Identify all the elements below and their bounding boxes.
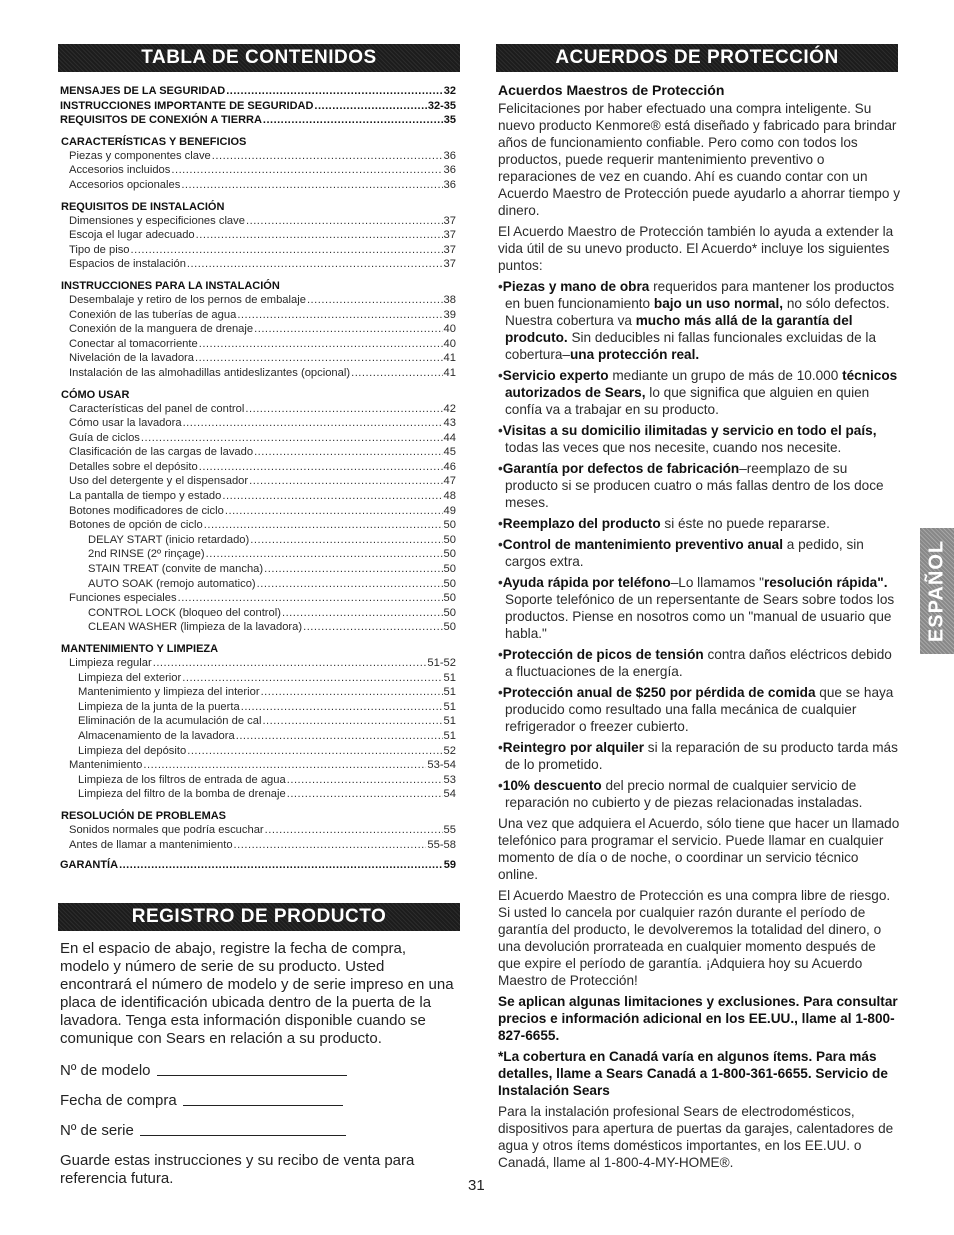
toc-leader-dots [265, 823, 443, 838]
toc-entry-page: 53-54 [427, 759, 456, 772]
toc-entry-label: DELAY START (inicio retardado) [88, 533, 250, 546]
toc-entry [60, 460, 456, 475]
toc-entry [60, 533, 456, 548]
toc-leader-dots [236, 729, 443, 744]
toc-entry-page: 47 [443, 475, 456, 488]
bullet-garantia: •Garantía por defectos de fabricación–reemplazo de su producto si se producen cuatro o más fallas dentro de los doce meses. [498, 461, 884, 510]
bullet-descuento: •10% descuento del precio normal de cualquier servicio de reparación no cubierto y de piezas relacionadas instaladas. [498, 778, 863, 810]
toc-entry [60, 823, 456, 838]
product-registration [60, 940, 456, 1188]
toc-entry-label: Escoja el lugar adecuado [69, 229, 195, 242]
toc-entry-label: Características del panel de control [69, 402, 245, 415]
toc-entry-page: 54 [443, 788, 456, 801]
toc-entry-page: 55 [443, 823, 456, 836]
toc-entry [60, 787, 456, 802]
toc-entry-page: 50 [443, 519, 456, 532]
toc-entry [60, 416, 456, 431]
toc-leader-dots [245, 402, 442, 417]
toc-leader-dots [199, 337, 443, 352]
toc-entry [60, 402, 456, 417]
toc-entry-page: 52 [443, 744, 456, 757]
toc-leader-dots [257, 577, 443, 592]
toc-entry-page: 51 [443, 671, 456, 684]
toc-entry-page: 51 [443, 715, 456, 728]
toc-leader-dots [282, 606, 443, 621]
toc-entry-page: 50 [443, 533, 456, 546]
acuerdos-p1: Felicitaciones por haber efectuado una compra inteligente. Su nuevo producto Kenmore® está diseñado y fabricado para brindar años de funcionamiento confiable. Pero como con todos los productos, puede requerir mantenimiento preventivo o reparaciones de vez en cuando. Ahí es cuando contar con un Acuerdo Maestro de Protección puede ayudarlo a ahorrar tiempo y dinero. [498, 101, 900, 218]
bullet-servicio: •Servicio experto mediante un grupo de más de 10.000 técnicos autorizados de Sears, lo que significa que alguien en quien confía va a trabajar en su producto. [498, 368, 898, 417]
toc-entry-page: 53 [443, 773, 456, 786]
bullet-ayuda: •Ayuda rápida por teléfono–Lo llamamos "resolución rápida". Soporte telefónico de un repersentante de Sears sobre todos los productos. Piense en nosotros como un "manual de usuario que habla." [498, 575, 895, 641]
toc-entry [60, 729, 456, 744]
toc-leader-dots [171, 163, 442, 178]
toc-section-title: REQUISITOS DE INSTALACIÓN [61, 200, 225, 213]
purchase-date-line [183, 1105, 343, 1106]
toc-entry-label: Desembalaje y retiro de los pernos de embalaje [69, 293, 306, 306]
toc-entry [60, 351, 456, 366]
toc-entry-label: Botones modificadores de ciclo [69, 504, 224, 517]
bullet-proteccion-comida: •Protección anual de $250 por pérdida de comida que se haya producido como resultado una falla mecánica de cualquier refrigerador o freezer cubierto. [498, 685, 894, 734]
toc-entry-label: GARANTÍA [60, 859, 119, 872]
toc-entry-page: 49 [443, 504, 456, 517]
toc-entry-page: 36 [443, 164, 456, 177]
toc-entry-label: Limpieza del exterior [78, 671, 182, 684]
toc-entry [60, 671, 456, 686]
toc-top-entry [60, 113, 456, 128]
toc-entry [60, 149, 456, 164]
toc-entry-page: 50 [443, 621, 456, 634]
toc-leader-dots [196, 228, 443, 243]
toc-entry [60, 700, 456, 715]
toc-leader-dots [131, 243, 443, 258]
toc-entry-page: 42 [443, 402, 456, 415]
toc-entry [60, 606, 456, 621]
toc-entry-page: 37 [443, 258, 456, 271]
toc-leader-dots [250, 533, 442, 548]
side-tab-label: ESPAÑOL [925, 539, 948, 643]
toc-entry-page: 51 [443, 700, 456, 713]
toc-leader-dots [183, 416, 443, 431]
toc-entry [60, 591, 456, 606]
toc-leader-dots [254, 322, 442, 337]
toc-entry [60, 431, 456, 446]
toc-leader-dots [119, 858, 443, 873]
toc-entry [60, 773, 456, 788]
toc-entry [60, 685, 456, 700]
toc-entry-label: Accesorios incluidos [69, 164, 171, 177]
toc-entry-label: Mantenimiento [69, 759, 143, 772]
acuerdos-content [498, 82, 902, 1175]
toc-leader-dots [143, 758, 426, 773]
toc-entry-page: 35 [443, 114, 456, 127]
toc-entry-label: Eliminación de la acumulación de cal [78, 715, 262, 728]
toc-section-title: CARACTERÍSTICAS Y BENEFICIOS [61, 135, 247, 148]
toc-leader-dots [234, 838, 427, 853]
toc-entry-page: 41 [443, 352, 456, 365]
toc-leader-dots [307, 293, 443, 308]
toc-entry-label: Tipo de piso [69, 243, 130, 256]
toc-leader-dots [262, 714, 442, 729]
purchase-date-field [60, 1092, 456, 1110]
toc-entry-page: 41 [443, 366, 456, 379]
toc-entry-page: 51 [443, 729, 456, 742]
toc-leader-dots [195, 351, 443, 366]
toc-entry-page: 44 [443, 431, 456, 444]
toc-entry-label: Clasificación de las cargas de lavado [69, 446, 254, 459]
toc-entry [60, 293, 456, 308]
bullet-reemplazo: •Reemplazo del producto si éste no puede repararse. [498, 516, 830, 531]
toc-leader-dots [261, 685, 443, 700]
toc-entry-label: Funciones especiales [69, 592, 177, 605]
toc-entry [60, 744, 456, 759]
toc-leader-dots [212, 149, 443, 164]
bullet-proteccion-tension: •Protección de picos de tensión contra daños eléctricos debido a fluctuaciones de la energía. [498, 647, 892, 679]
toc-leader-dots [237, 308, 442, 323]
toc-leader-dots [141, 431, 443, 446]
acuerdos-p7: Para la instalación profesional Sears de electrodomésticos, dispositivos para apertura de puertas da garajes, calentadores de agua y otros ítems domésticos importantes, en los EE.UU. o Canadá, llame al 1-800-4-MY-HOME®. [498, 1104, 894, 1170]
toc-entry-label: Almacenamiento de la lavadora [78, 729, 235, 742]
toc-entry [60, 308, 456, 323]
toc-entry-label: Espacios de instalación [69, 258, 186, 271]
toc-leader-dots [254, 445, 442, 460]
toc-section-title: INSTRUCCIONES PARA LA INSTALACIÓN [61, 279, 280, 292]
toc-entry-label: Limpieza del filtro de la bomba de drenaje [78, 788, 286, 801]
toc-entry-page: 37 [443, 214, 456, 227]
serial-number-field [60, 1122, 456, 1140]
toc-leader-dots [182, 671, 442, 686]
bullet-reintegro: •Reintegro por alquiler si la reparación de su producto tarda más de lo prometido. [498, 740, 898, 772]
toc-entry-page: 32 [443, 85, 456, 97]
toc-entry-page: 36 [443, 149, 456, 162]
toc-entry-label: Sonidos normales que podría escuchar [69, 823, 264, 836]
toc-leader-dots [226, 84, 443, 99]
page-number: 31 [468, 1177, 485, 1194]
toc-entry-label: Limpieza regular [69, 657, 152, 669]
model-number-line [157, 1075, 347, 1076]
toc-leader-dots [204, 518, 443, 533]
toc-entry-page: 43 [443, 417, 456, 430]
toc-entry-label: Detalles sobre el depósito [69, 460, 198, 473]
toc-entry-page: 46 [443, 460, 456, 473]
toc-entry-label: Cómo usar la lavadora [69, 417, 182, 430]
toc-leader-dots [241, 700, 443, 715]
serial-number-label: Nº de serie [60, 1122, 134, 1139]
toc-entry-label: Conexión de la manguera de drenaje [69, 323, 254, 336]
serial-number-line [140, 1135, 346, 1136]
toc-top-entry [60, 99, 456, 114]
toc-leader-dots [264, 562, 442, 577]
toc-entry [60, 178, 456, 193]
toc-entry-page: 55-58 [427, 838, 456, 851]
toc-entry-label: Dimensiones y especificiones clave [69, 214, 245, 227]
toc-leader-dots [181, 178, 442, 193]
registro-intro: En el espacio de abajo, registre la fecha de compra, modelo y número de serie de su producto. Usted encontrará el número de modelo y de serie impreso en una placa de identificación ubicada dentro de la puerta de la lavadora. Tenga esta información disponible cuando se comunique con Sears en relación a su producto. [60, 940, 454, 1047]
toc-entry-label: Limpieza de la junta de la puerta [78, 700, 240, 713]
toc-entry [60, 366, 456, 381]
toc-entry-label: Conectar al tomacorriente [69, 337, 198, 350]
toc-top-entry [60, 84, 456, 99]
acuerdos-banner: ACUERDOS DE PROTECCIÓN [496, 44, 898, 72]
toc-garantia-entry [60, 858, 456, 873]
toc-entry [60, 214, 456, 229]
table-of-contents [60, 84, 456, 873]
model-number-field [60, 1062, 456, 1080]
toc-entry [60, 257, 456, 272]
toc-entry [60, 838, 456, 853]
toc-entry-label: Antes de llamar a mantenimiento [69, 838, 233, 851]
toc-banner: TABLA DE CONTENIDOS [58, 44, 460, 72]
toc-entry-label: Piezas y componentes clave [69, 149, 211, 162]
toc-leader-dots [351, 366, 442, 381]
toc-section-title: CÓMO USAR [61, 388, 130, 401]
toc-entry [60, 489, 456, 504]
toc-entry-label: Conexión de las tuberías de agua [69, 308, 237, 321]
toc-entry-label: STAIN TREAT (convite de mancha) [88, 563, 264, 576]
toc-entry-page: 37 [443, 243, 456, 256]
toc-leader-dots [314, 99, 426, 114]
toc-leader-dots [178, 591, 443, 606]
toc-entry [60, 758, 456, 773]
toc-entry [60, 656, 456, 671]
toc-entry-label: Botones de opción de ciclo [69, 519, 203, 532]
toc-entry [60, 243, 456, 258]
toc-entry-label: Limpieza de los filtros de entrada de agua [78, 773, 286, 786]
toc-entry-label: AUTO SOAK (remojo automatico) [88, 577, 256, 590]
toc-entry-label: CLEAN WASHER (limpieza de la lavadora) [88, 621, 303, 634]
toc-entry-page: 37 [443, 229, 456, 242]
toc-entry-page: 50 [443, 592, 456, 605]
toc-leader-dots [263, 113, 443, 128]
toc-entry [60, 474, 456, 489]
toc-entry [60, 562, 456, 577]
acuerdos-heading: Acuerdos Maestros de Protección [498, 82, 725, 98]
toc-section-title: RESOLUCIÓN DE PROBLEMAS [61, 809, 227, 822]
toc-entry-label: Accesorios opcionales [69, 178, 181, 191]
toc-entry-label: 2nd RINSE (2º rinçage) [88, 548, 205, 561]
toc-entry-label: CONTROL LOCK (bloqueo del control) [88, 606, 281, 619]
language-side-tab [920, 528, 954, 654]
toc-entry-label: La pantalla de tiempo y estado [69, 490, 222, 503]
toc-entry [60, 445, 456, 460]
toc-entry-label: Nivelación de la lavadora [69, 352, 195, 365]
acuerdos-p4: El Acuerdo Maestro de Protección es una compra libre de riesgo. Si usted lo cancela por cualquier razón durante el período de garantía del producto, le devolveremos la totalidad del dinero, o una devolución prorrateada en cualquier momento después de que expire el período de garantía. ¡Adquiera hoy su Acuerdo Maestro de Protección! [498, 888, 891, 988]
bullet-visitas: •Visitas a su domicilio ilimitadas y servicio en todo el país, todas las veces que nos necesite, cuando nos necesite. [498, 423, 877, 455]
toc-entry-page: 39 [443, 308, 456, 321]
registro-banner: REGISTRO DE PRODUCTO [58, 903, 460, 931]
toc-leader-dots [287, 773, 443, 788]
acuerdos-p5: Se aplican algunas limitaciones y exclusiones. Para consultar precios e información adicional en los EE.UU., llame al 1-800-827-6655. [498, 994, 898, 1043]
toc-entry-label: Limpieza del depósito [78, 744, 187, 757]
toc-leader-dots [249, 474, 442, 489]
acuerdos-p6: *La cobertura en Canadá varía en algunos ítems. Para más detalles, llame a Sears Canadá a 1-800-361-6655. Servicio de Instalación Sears [498, 1049, 888, 1098]
toc-leader-dots [206, 547, 443, 562]
purchase-date-label: Fecha de compra [60, 1092, 177, 1109]
toc-leader-dots [287, 787, 443, 802]
toc-entry-label: Guía de ciclos [69, 431, 140, 444]
acuerdos-p2: El Acuerdo Maestro de Protección también lo ayuda a extender la vida útil de su unevo producto. El Acuerdo* incluye los siguientes puntos: [498, 224, 894, 273]
toc-entry-page: 59 [443, 859, 456, 872]
toc-leader-dots [187, 744, 442, 759]
bullet-control: •Control de mantenimiento preventivo anual a pedido, sin cargos extra. [498, 537, 864, 569]
toc-entry [60, 163, 456, 178]
toc-entry-page: 50 [443, 563, 456, 576]
model-number-label: Nº de modelo [60, 1062, 151, 1079]
toc-entry [60, 228, 456, 243]
toc-entry [60, 504, 456, 519]
toc-entry [60, 518, 456, 533]
toc-entry [60, 322, 456, 337]
toc-leader-dots [225, 504, 443, 519]
toc-entry-page: 32-35 [427, 99, 456, 112]
toc-entry-label: MENSAJES DE LA SEGURIDAD [60, 85, 226, 97]
toc-entry-label: INSTRUCCIONES IMPORTANTE DE SEGURIDAD [60, 99, 314, 112]
toc-entry-page: 50 [443, 548, 456, 561]
toc-entry-label: REQUISITOS DE CONEXIÓN A TIERRA [60, 114, 262, 127]
toc-entry [60, 577, 456, 592]
toc-entry-page: 50 [443, 606, 456, 619]
acuerdos-p3: Una vez que adquiera el Acuerdo, sólo tiene que hacer un llamado telefónico para programar el servicio. Puede llamar en cualquier momento de día o de noche, o coordinar un servicio técnico online. [498, 816, 900, 882]
toc-leader-dots [303, 620, 442, 635]
toc-entry-page: 40 [443, 323, 456, 336]
toc-entry-page: 40 [443, 337, 456, 350]
toc-leader-dots [246, 214, 443, 229]
toc-section-title: MANTENIMIENTO Y LIMPIEZA [61, 643, 219, 655]
bullet-piezas: •Piezas y mano de obra requeridos para mantener los productos en buen funcionamiento bajo un uso normal, no sólo defectos. Nuestra cobertura va mucho más allá de la garantía del prodcuto. Sin deducibles ni fallas funcionales excluidas de la cobertura–una protección real. [498, 279, 895, 362]
toc-entry [60, 547, 456, 562]
toc-entry [60, 620, 456, 635]
toc-entry-label: Mantenimiento y limpieza del interior [78, 686, 260, 699]
toc-entry-page: 50 [443, 577, 456, 590]
toc-entry-page: 51 [443, 686, 456, 699]
toc-entry-page: 48 [443, 490, 456, 503]
toc-entry-page: 51-52 [427, 657, 456, 669]
toc-entry-label: Instalación de las almohadillas antideslizantes (opcional) [69, 366, 351, 379]
toc-entry-label: Uso del detergente y el dispensador [69, 475, 249, 488]
toc-entry-page: 45 [443, 446, 456, 459]
toc-leader-dots [222, 489, 442, 504]
toc-entry [60, 714, 456, 729]
toc-entry-page: 38 [443, 293, 456, 306]
toc-leader-dots [187, 257, 443, 272]
toc-leader-dots [199, 460, 443, 475]
toc-entry [60, 337, 456, 352]
toc-entry-page: 36 [443, 178, 456, 191]
registro-outro: Guarde estas instrucciones y su recibo de venta para referencia futura. [60, 1152, 415, 1187]
toc-leader-dots [153, 656, 427, 671]
